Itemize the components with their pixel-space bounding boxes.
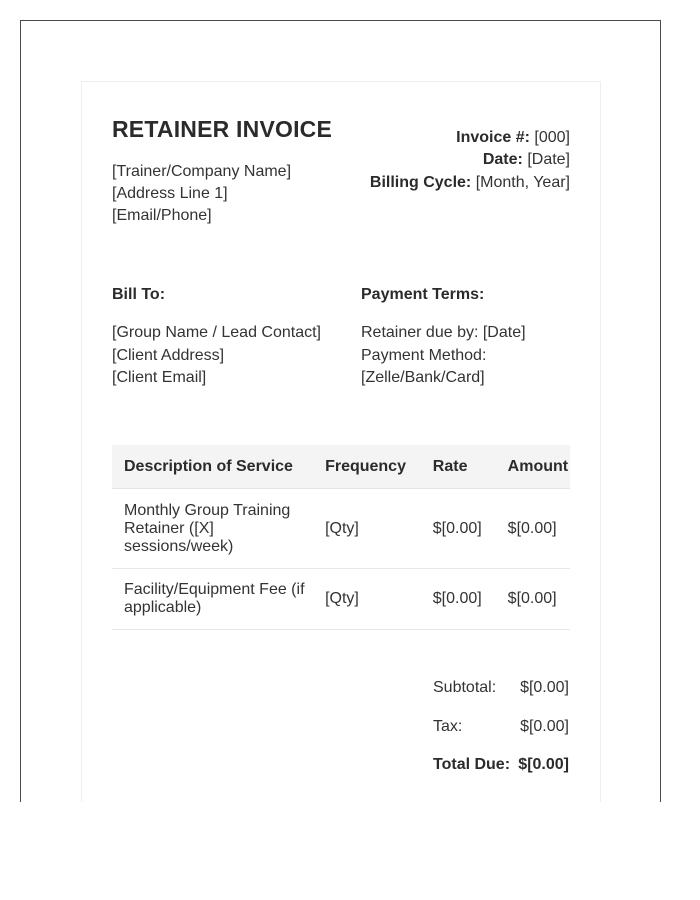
table-row xyxy=(112,569,570,630)
row-frequency: [Qty] xyxy=(313,569,421,630)
tax-value: $[0.00] xyxy=(520,718,569,735)
row-rate: $[0.00] xyxy=(421,569,496,630)
billing-cycle xyxy=(370,174,570,192)
invoice-number-value: [000] xyxy=(534,129,570,146)
payment-method-label: Payment Method: xyxy=(361,347,487,364)
billing-cycle-value: [Month, Year] xyxy=(475,174,570,191)
payment-method-options: [Zelle/Bank/Card] xyxy=(361,369,485,386)
billing-cycle-label: Billing Cycle: xyxy=(369,174,472,191)
bill-to-email: [Client Email] xyxy=(112,369,207,386)
from-address: [Address Line 1] xyxy=(112,185,228,202)
from-company-name: [Trainer/Company Name] xyxy=(112,163,292,180)
subtotal-value: $[0.00] xyxy=(520,679,569,696)
col-frequency: Frequency xyxy=(313,445,421,489)
invoice-title: RETAINER INVOICE xyxy=(112,116,333,142)
table-header-row xyxy=(112,445,570,489)
payment-due: Retainer due by: [Date] xyxy=(361,324,526,341)
table-row xyxy=(112,489,570,569)
invoice-date-value: [Date] xyxy=(527,151,570,168)
total-due-label: Total Due: xyxy=(433,756,511,773)
payment-terms-heading: Payment Terms: xyxy=(361,286,485,303)
row-description: Facility/Equipment Fee (if applicable) xyxy=(112,569,313,630)
row-amount: $[0.00] xyxy=(496,489,570,569)
row-rate: $[0.00] xyxy=(421,489,496,569)
invoice-number-label: Invoice #: xyxy=(456,129,530,146)
services-table xyxy=(112,445,570,630)
from-contact: [Email/Phone] xyxy=(112,207,212,224)
bill-to-heading: Bill To: xyxy=(112,286,166,303)
col-rate: Rate xyxy=(421,445,496,489)
invoice-number xyxy=(456,129,570,147)
tax-label: Tax: xyxy=(433,718,463,735)
invoice-date-label: Date: xyxy=(482,151,523,168)
bill-to-name: [Group Name / Lead Contact] xyxy=(112,324,321,341)
subtotal-label: Subtotal: xyxy=(433,679,497,696)
bill-to-address: [Client Address] xyxy=(112,347,225,364)
col-amount: Amount xyxy=(496,445,570,489)
row-frequency: [Qty] xyxy=(313,489,421,569)
row-amount: $[0.00] xyxy=(496,569,570,630)
row-description: Monthly Group Training Retainer ([X] sessions/week) xyxy=(112,489,313,569)
total-due-value: $[0.00] xyxy=(518,756,569,773)
col-description: Description of Service xyxy=(112,445,313,489)
invoice-date xyxy=(483,151,570,169)
